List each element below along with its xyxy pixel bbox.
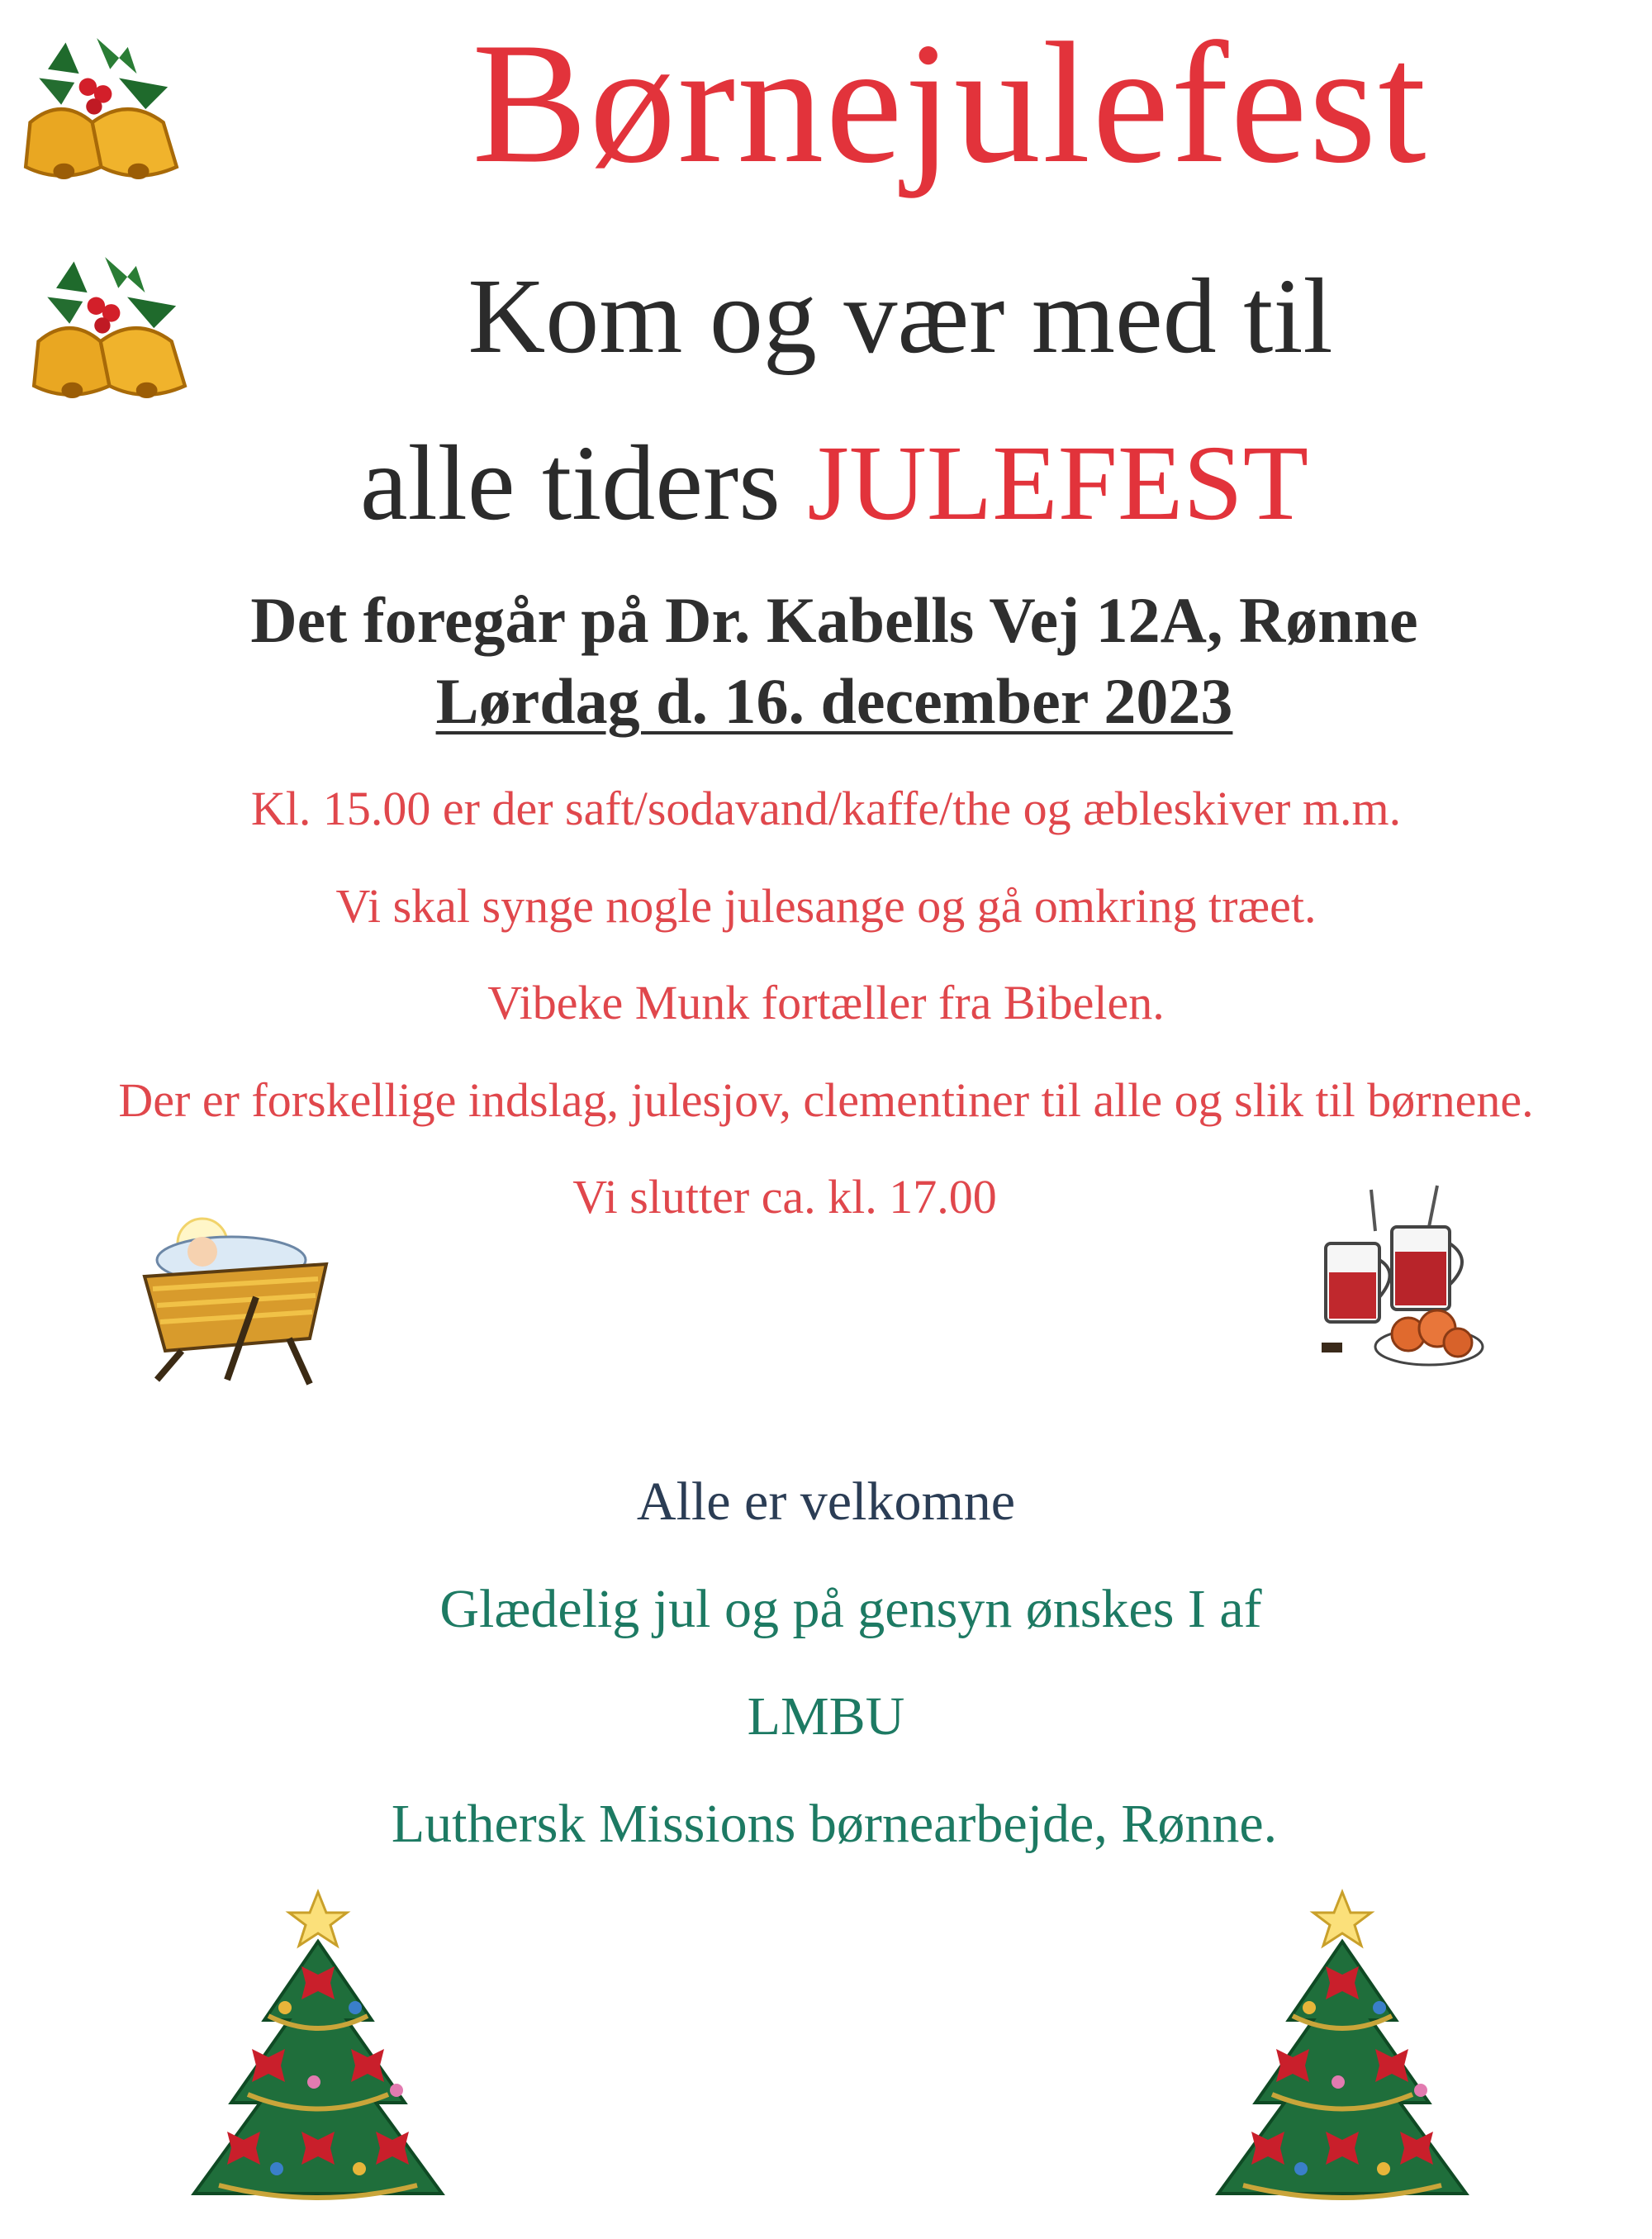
headline-accent: JULEFEST <box>807 424 1309 543</box>
program-item: Vi skal synge nogle julesange og gå omkring træet. <box>335 879 1317 933</box>
organization-full: Luthersk Missions børnearbejde, Rønne. <box>391 1794 1278 1854</box>
program-item: Kl. 15.00 er der saft/sodavand/kaffe/the og æbleskiver m.m. <box>250 782 1402 835</box>
organization-short: LMBU <box>747 1686 905 1747</box>
event-location: Det foregår på Dr. Kabells Vej 12A, Rønne <box>250 584 1418 656</box>
greeting-text: Glædelig jul og på gensyn ønskes I af <box>439 1579 1262 1639</box>
welcome-text: Alle er velkomne <box>636 1471 1016 1532</box>
manger-icon <box>132 1215 339 1388</box>
headline-line-1: Kom og vær med til <box>468 257 1333 376</box>
headline-line-2 <box>8 424 1652 543</box>
program-item: Vi slutter ca. kl. 17.00 <box>572 1170 997 1224</box>
mulled-wine-icon <box>1313 1181 1487 1371</box>
program-item: Der er forskellige indslag, julesjov, clementiner til alle og slik til børnene. <box>118 1073 1534 1127</box>
headline-prefix: alle tiders <box>359 424 808 543</box>
program-item: Vibeke Munk fortæller fra Bibelen. <box>487 976 1165 1029</box>
poster-title: Børnejulefest <box>472 7 1428 199</box>
christmas-tree-icon <box>1202 1884 1483 2222</box>
event-date: Lørdag d. 16. december 2023 <box>435 665 1233 737</box>
christmas-tree-icon <box>178 1884 458 2222</box>
